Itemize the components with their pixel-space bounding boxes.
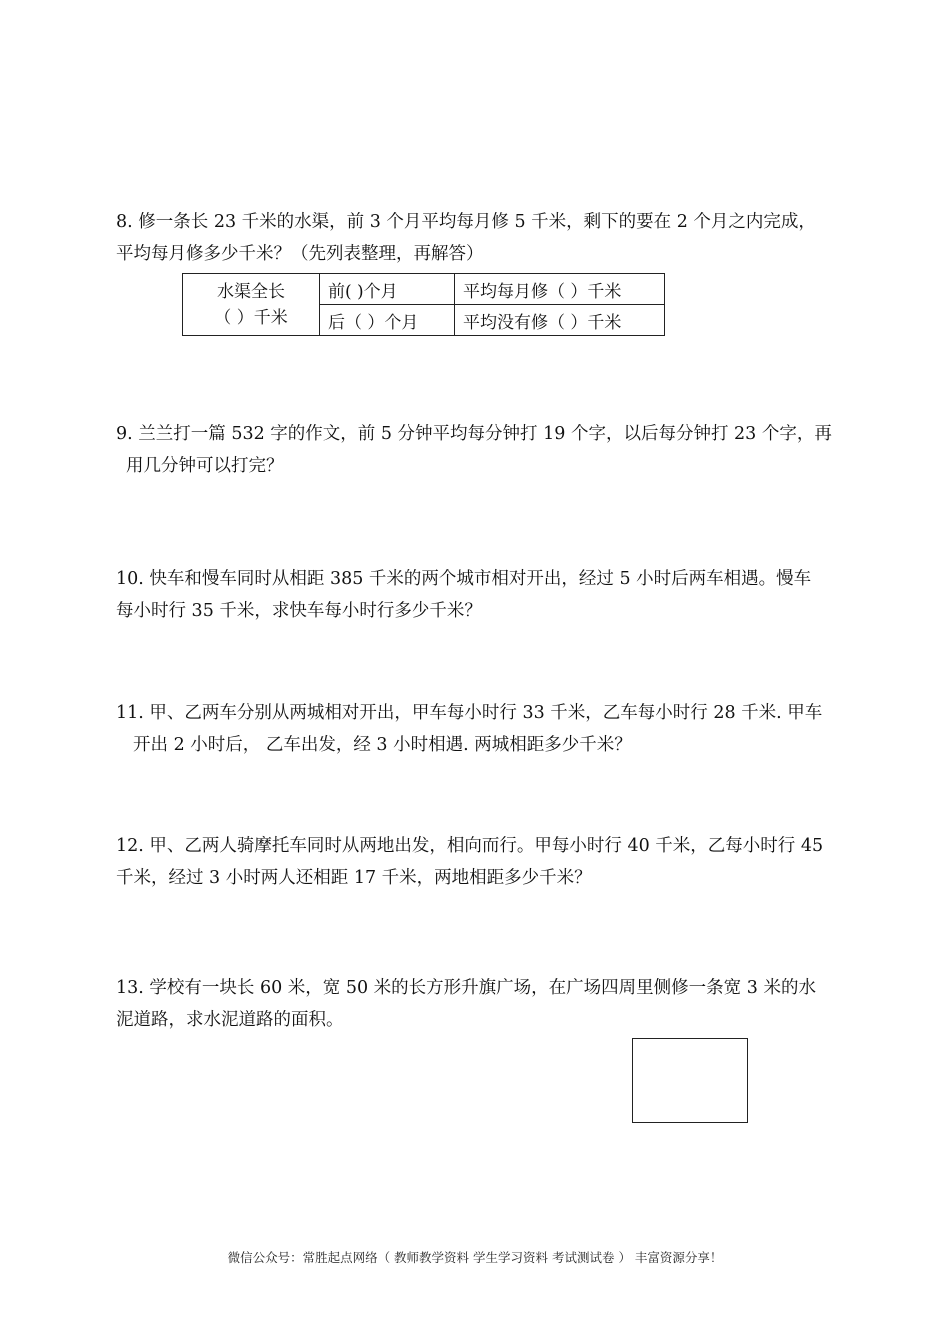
total-length-unit: （ ）千米: [214, 307, 288, 328]
question-9-line-1: 9. 兰兰打一篇 532 字的作文，前 5 分钟平均每分钟打 19 个字，以后每分钟打 23 个字，再: [116, 424, 832, 444]
question-12-line-1: 12. 甲、乙两人骑摩托车同时从两地出发，相向而行。甲每小时行 40 千米，乙每小时行 45: [116, 836, 824, 856]
front-months-cell: 前( )个月: [320, 274, 455, 305]
footer-text: 微信公众号：常胜起点网络（ 教师教学资料 学生学习资料 考试测试卷 ） 丰富资源分享！: [227, 1250, 723, 1265]
data-organization-table: [182, 273, 665, 336]
rectangle-diagram: [632, 1038, 748, 1123]
total-length-label: 水渠全长: [217, 281, 285, 302]
question-8-line-2: 平均每月修多少千米？（先列表整理，再解答）: [116, 244, 484, 264]
question-10-line-1: 10. 快车和慢车同时从相距 385 千米的两个城市相对开出，经过 5 小时后两车相遇。慢车: [116, 569, 812, 589]
question-12: [116, 830, 846, 894]
question-11-line-1: 11. 甲、乙两车分别从两城相对开出，甲车每小时行 33 千米，乙车每小时行 28 千米. 甲车: [116, 703, 823, 723]
question-11-line-2: 开出 2 小时后， 乙车出发，经 3 小时相遇. 两城相距多少千米？: [133, 735, 632, 755]
question-9-line-2: 用几分钟可以打完？: [126, 456, 284, 476]
question-12-line-2: 千米，经过 3 小时两人还相距 17 千米，两地相距多少千米？: [116, 868, 592, 888]
question-10: [116, 563, 846, 627]
total-length-cell: [183, 274, 320, 336]
question-8-line-1: 8. 修一条长 23 千米的水渠，前 3 个月平均每月修 5 千米，剩下的要在 2 个月之内完成，: [116, 212, 816, 232]
question-10-line-2: 每小时行 35 千米，求快车每小时行多少千米？: [116, 601, 482, 621]
back-rate-cell: 平均没有修（ ）千米: [455, 305, 665, 336]
question-13-line-1: 13. 学校有一块长 60 米，宽 50 米的长方形升旗广场，在广场四周里侧修一条宽 3 米的水: [116, 978, 816, 998]
back-months-cell: 后（ ）个月: [320, 305, 455, 336]
question-11: [116, 697, 846, 761]
front-rate-cell: 平均每月修（ ）千米: [455, 274, 665, 305]
question-13-line-2: 泥道路，求水泥道路的面积。: [116, 1010, 344, 1030]
question-8: [116, 206, 846, 270]
question-13: [116, 972, 846, 1036]
question-9: [116, 418, 846, 482]
